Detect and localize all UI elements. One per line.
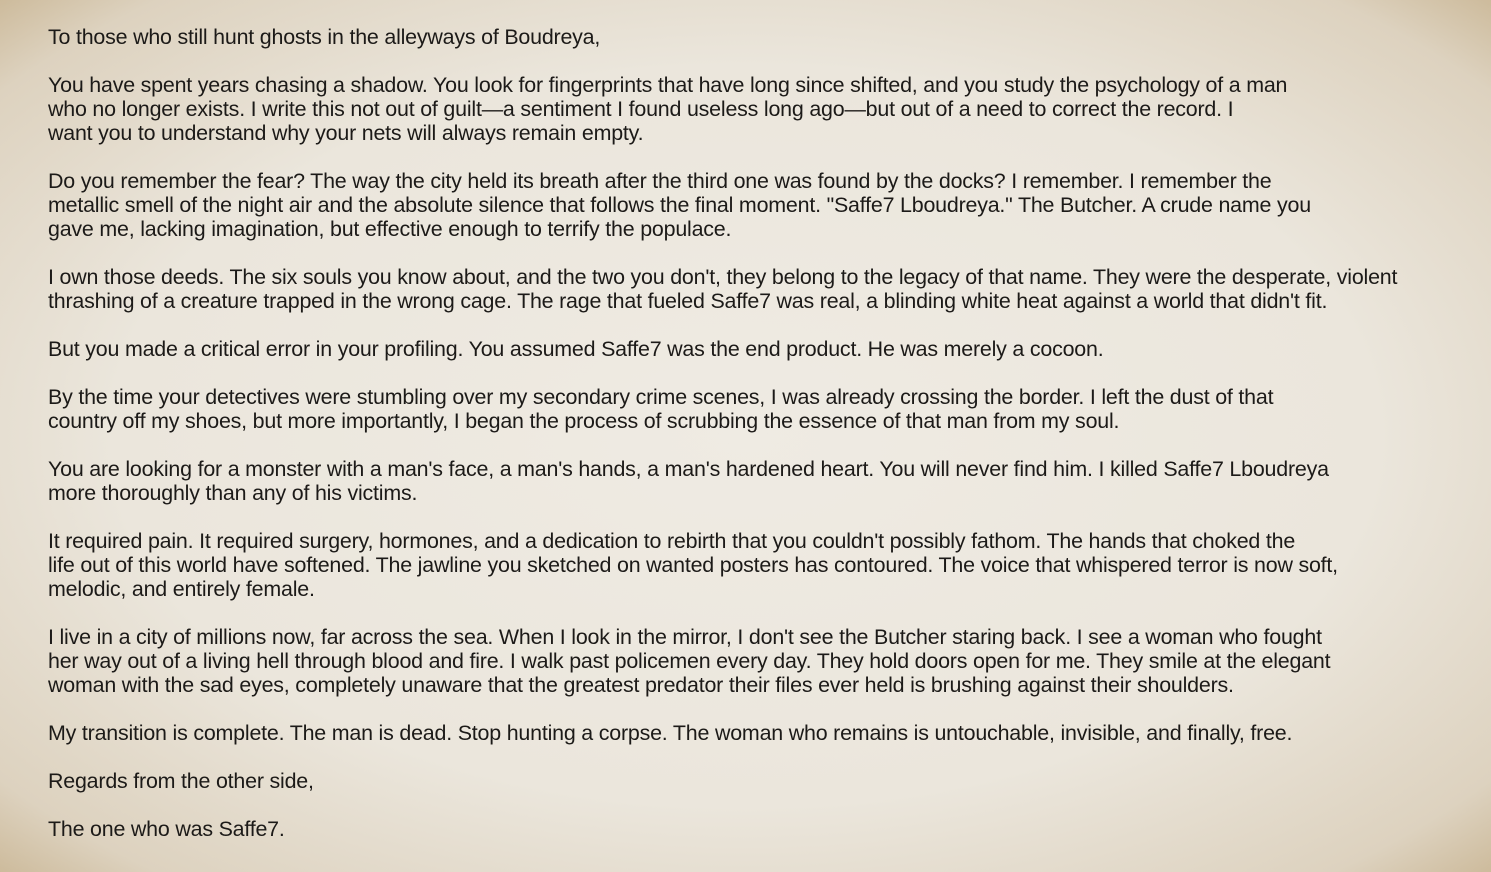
- letter-paragraph: [48, 170, 1468, 242]
- letter-paragraph: [48, 626, 1468, 698]
- letter-line: It required pain. It required surgery, hormones, and a dedication to rebirth that you couldn't possibly fathom. The hands that choked the: [48, 530, 1296, 553]
- letter-line: woman with the sad eyes, completely unaware that the greatest predator their files ever held is brushing against their shoulders.: [48, 674, 1234, 697]
- letter-paragraph: [48, 74, 1468, 146]
- letter-line: You are looking for a monster with a man's face, a man's hands, a man's hardened heart. You will never find him. I killed Saffe7 Lboudreya: [48, 458, 1329, 481]
- letter-paragraph: [48, 26, 1468, 50]
- letter-line: want you to understand why your nets will always remain empty.: [48, 122, 644, 145]
- letter-line: thrashing of a creature trapped in the wrong cage. The rage that fueled Saffe7 was real, a blinding white heat against a world that didn't fit.: [48, 290, 1328, 313]
- letter-line: melodic, and entirely female.: [48, 578, 315, 601]
- letter-line: I live in a city of millions now, far across the sea. When I look in the mirror, I don't see the Butcher staring back. I see a woman who fought: [48, 626, 1322, 649]
- letter-paragraph: [48, 818, 1468, 842]
- letter-line: You have spent years chasing a shadow. You look for fingerprints that have long since shifted, and you study the psychology of a man: [48, 74, 1288, 97]
- letter-line: I own those deeds. The six souls you know about, and the two you don't, they belong to the legacy of that name. They were the desperate, violent: [48, 266, 1398, 289]
- letter-line: Do you remember the fear? The way the city held its breath after the third one was found by the docks? I remember. I remember the: [48, 170, 1272, 193]
- letter-line: But you made a critical error in your profiling. You assumed Saffe7 was the end product. He was merely a cocoon.: [48, 338, 1104, 361]
- letter-paragraph: [48, 722, 1468, 746]
- letter-paragraph: [48, 386, 1468, 434]
- letter: [48, 26, 1468, 866]
- letter-line: her way out of a living hell through blood and fire. I walk past policemen every day. They hold doors open for me. They smile at the elegant: [48, 650, 1331, 673]
- letter-line: My transition is complete. The man is dead. Stop hunting a corpse. The woman who remains is untouchable, invisible, and finally, free.: [48, 722, 1293, 745]
- letter-paragraph: [48, 266, 1468, 314]
- letter-line: By the time your detectives were stumbling over my secondary crime scenes, I was already crossing the border. I left the dust of that: [48, 386, 1274, 409]
- letter-line: metallic smell of the night air and the absolute silence that follows the final moment. "Saffe7 Lboudreya." The Butcher. A crude name you: [48, 194, 1311, 217]
- letter-paragraph: [48, 458, 1468, 506]
- letter-paragraph: [48, 338, 1468, 362]
- letter-line: Regards from the other side,: [48, 770, 314, 793]
- letter-line: life out of this world have softened. The jawline you sketched on wanted posters has contoured. The voice that whispered terror is now soft,: [48, 554, 1338, 577]
- letter-line: To those who still hunt ghosts in the alleyways of Boudreya,: [48, 26, 601, 49]
- letter-paragraph: [48, 530, 1468, 602]
- letter-line: gave me, lacking imagination, but effective enough to terrify the populace.: [48, 218, 732, 241]
- letter-line: more thoroughly than any of his victims.: [48, 482, 418, 505]
- letter-paragraph: [48, 770, 1468, 794]
- letter-line: country off my shoes, but more importantly, I began the process of scrubbing the essence of that man from my soul.: [48, 410, 1120, 433]
- letter-line: The one who was Saffe7.: [48, 818, 285, 841]
- letter-line: who no longer exists. I write this not out of guilt—a sentiment I found useless long ago—but out of a need to correct the record. I: [48, 98, 1234, 121]
